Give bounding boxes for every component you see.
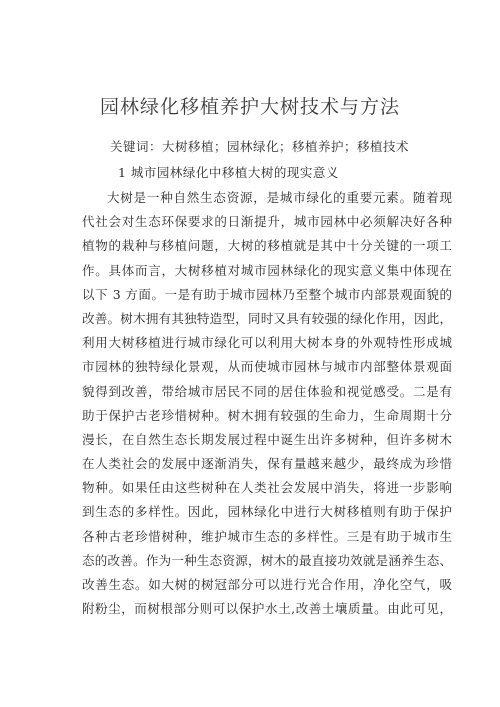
paragraph-line: 利用大树移植进行城市绿化可以利用大树本身的外观特性形成城 bbox=[82, 335, 452, 351]
paragraph-line: 改善。树木拥有其独特造型，同时又具有较强的绿化作用，因此， bbox=[82, 310, 452, 326]
paragraph-line: 貌得到改善，带给城市居民不同的居住体验和视觉感受。二是有 bbox=[82, 383, 452, 399]
paragraph-line: 以下 3 方面。一是有助于城市园林乃至整个城市内部景观面貌的 bbox=[82, 286, 452, 302]
paragraph-line: 物种。如果任由这些树种在人类社会发展中消失，将进一步影响 bbox=[82, 480, 452, 496]
paragraph-line: 态的改善。作为一种生态资源，树木的最直接功效就是涵养生态、 bbox=[82, 552, 452, 568]
section-heading: 1 城市园林绿化中移植大树的现实意义 bbox=[118, 165, 339, 180]
paragraph-line: 植物的栽种与移植问题，大树的移植就是其中十分关键的一项工 bbox=[82, 238, 452, 254]
paragraph-line: 在人类社会的发展中逐渐消失，保有量越来越少，最终成为珍惜 bbox=[82, 456, 452, 472]
paragraph-line: 漫长，在自然生态长期发展过程中诞生出许多树种，但许多树木 bbox=[82, 431, 452, 447]
document-title: 园林绿化移植养护大树技术与方法 bbox=[99, 96, 400, 118]
keywords-line: 关键词：大树移植；园林绿化；移植养护；移植技术 bbox=[110, 139, 410, 154]
paragraph-line: 到生态的多样性。因此，园林绿化中进行大树移植则有助于保护 bbox=[82, 504, 452, 520]
body-paragraph bbox=[82, 189, 452, 624]
paragraph-line: 代社会对生态环保要求的日渐提升，城市园林中必须解决好各种 bbox=[82, 214, 452, 230]
paragraph-line: 改善生态。如大树的树冠部分可以进行光合作用，净化空气，吸 bbox=[82, 577, 452, 592]
paragraph-line: 附粉尘，而树根部分则可以保护水土,改善土壤质量。由此可见， bbox=[82, 601, 452, 617]
paragraph-line: 作。具体而言，大树移植对城市园林绿化的现实意义集中体现在 bbox=[82, 262, 452, 278]
paragraph-line: 大树是一种自然生态资源，是城市绿化的重要元素。随着现 bbox=[107, 190, 452, 205]
paragraph-line: 市园林的独特绿化景观，从而使城市园林与城市内部整体景观面 bbox=[82, 359, 452, 375]
paragraph-line: 助于保护古老珍惜树种。树木拥有较强的生命力，生命周期十分 bbox=[82, 407, 452, 423]
paragraph-line: 各种古老珍惜树种，维护城市生态的多样性。三是有助于城市生 bbox=[82, 528, 452, 544]
